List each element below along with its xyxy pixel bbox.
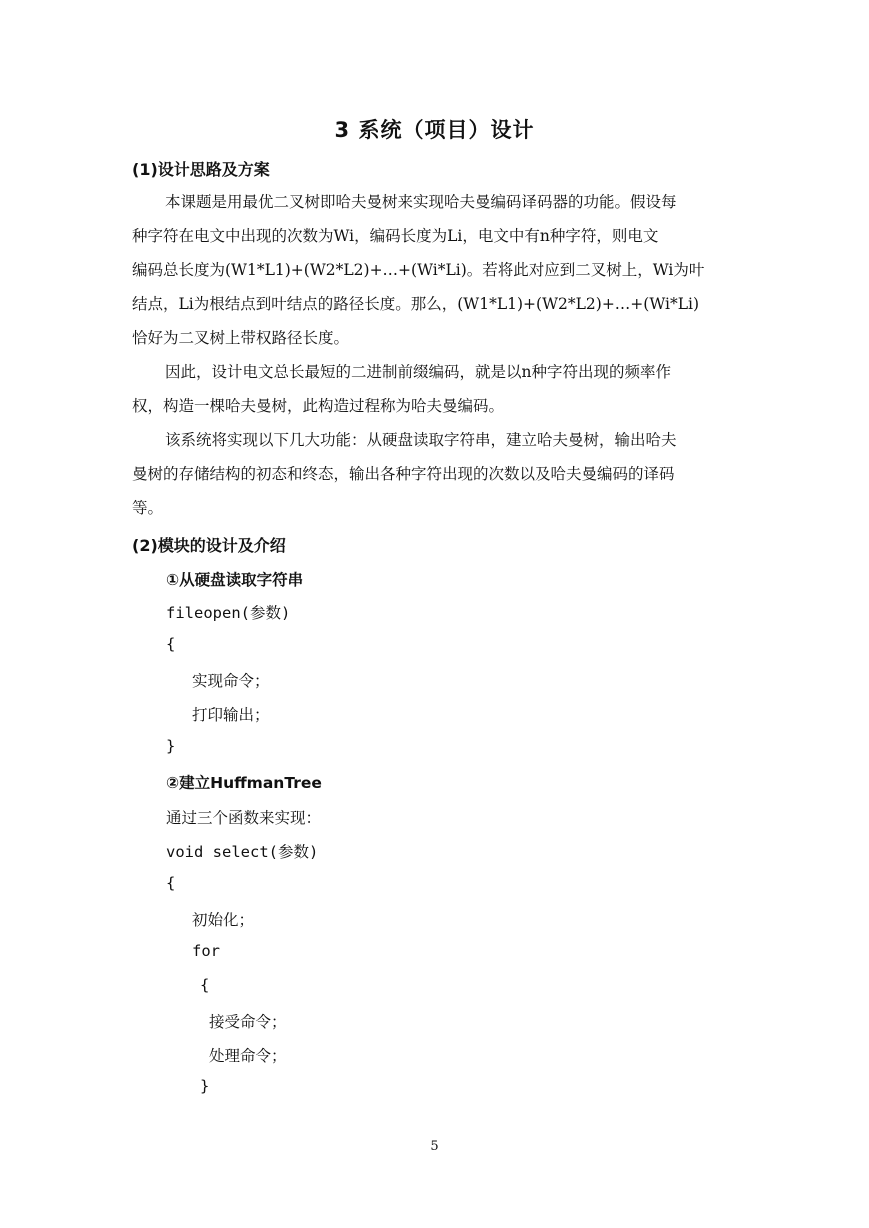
code-line: fileopen(参数) (166, 604, 291, 622)
text-line: 种字符在电文中出现的次数为Wi，编码长度为Li，电文中有n种字符，则电文 (132, 227, 659, 245)
code-line: { (200, 976, 210, 994)
text-line: 编码总长度为(W1*L1)+(W2*L2)+…+(Wi*Li)。若将此对应到二叉树上，Wi为叶 (132, 261, 705, 279)
module-title-1: ①从硬盘读取字符串 (166, 571, 304, 589)
text-line: 结点，Li为根结点到叶结点的路径长度。那么，(W1*L1)+(W2*L2)+…+(Wi*Li) (132, 295, 700, 313)
code-line: 实现命令； (192, 672, 270, 690)
paragraph-2 (132, 355, 738, 423)
section-heading-2: (2)模块的设计及介绍 (132, 536, 286, 555)
code-line: 初始化； (192, 911, 255, 929)
page-title: 3 系统（项目）设计 (334, 118, 535, 142)
module-title-2: ②建立HuffmanTree (166, 774, 322, 792)
text-line: 恰好为二叉树上带权路径长度。 (132, 329, 350, 347)
code-line: { (166, 874, 176, 892)
code-line: } (166, 737, 176, 755)
text-line: 因此，设计电文总长最短的二进制前缀编码，就是以n种字符出现的频率作 (165, 363, 671, 381)
text-line: 曼树的存储结构的初态和终态，输出各种字符出现的次数以及哈夫曼编码的译码 (132, 465, 675, 483)
text-line: 该系统将实现以下几大功能：从硬盘读取字符串，建立哈夫曼树，输出哈夫 (165, 431, 677, 449)
module-intro: 通过三个函数来实现： (166, 809, 322, 827)
code-line: 接受命令； (209, 1013, 287, 1031)
code-line: 处理命令； (209, 1047, 287, 1065)
page-number: 5 (430, 1139, 439, 1154)
code-line: 打印输出； (192, 706, 270, 724)
paragraph-3 (132, 423, 738, 525)
text-line: 权，构造一棵哈夫曼树，此构造过程称为哈夫曼编码。 (132, 397, 505, 415)
code-line: } (200, 1077, 210, 1095)
code-line: void select(参数) (166, 843, 319, 861)
code-line: for (192, 942, 220, 960)
text-line: 本课题是用最优二叉树即哈夫曼树来实现哈夫曼编码译码器的功能。假设每 (165, 193, 677, 211)
paragraph-1 (132, 185, 738, 355)
text-line: 等。 (132, 499, 164, 517)
section-heading-1: (1)设计思路及方案 (132, 160, 270, 179)
code-line: { (166, 635, 176, 653)
